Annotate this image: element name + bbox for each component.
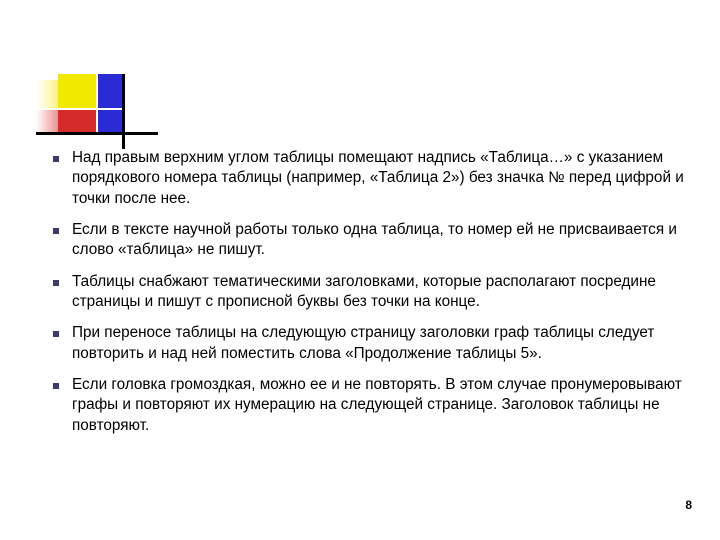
logo-horizontal-line <box>36 132 158 135</box>
logo-yellow-square <box>58 74 96 108</box>
list-item: Если в тексте научной работы только одна таблица, то номер ей не присваивается и слово «таблица» не пишут. <box>48 220 688 261</box>
logo-yellow-fade <box>36 80 60 108</box>
logo-vertical-line <box>122 74 125 149</box>
list-item: Таблицы снабжают тематическими заголовками, которые располагают посредине страницы и пишут с прописной буквы без точки на конце. <box>48 272 688 313</box>
bullet-list <box>48 148 688 436</box>
decorative-logo-block <box>36 74 158 149</box>
list-item: Если головка громоздкая, можно ее и не повторять. В этом случае пронумеровывают графы и повторяют их нумерацию на следующей странице. Заголовок таблицы не повторяют. <box>48 375 688 436</box>
list-item: При переносе таблицы на следующую страницу заголовки граф таблицы следует повторить и над ней поместить слова «Продолжение таблицы 5». <box>48 323 688 364</box>
logo-red-square <box>58 110 96 132</box>
list-item: Над правым верхним углом таблицы помещают надпись «Таблица…» с указанием порядкового номера таблицы (например, «Таблица 2») без значка № перед цифрой и точки после нее. <box>48 148 688 209</box>
logo-blue-square-top <box>98 74 122 108</box>
logo-blue-square-bottom <box>98 110 122 132</box>
slide-body <box>48 148 688 447</box>
page-number: 8 <box>685 498 692 512</box>
logo-red-fade <box>36 110 60 132</box>
